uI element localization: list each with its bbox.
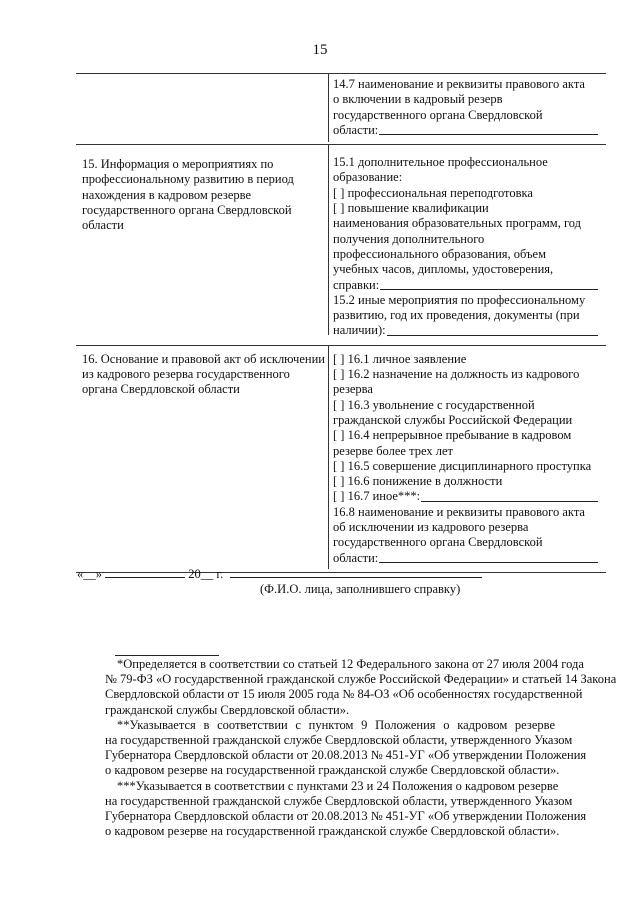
label-line: 15. Информация о мероприятиях по bbox=[82, 157, 274, 172]
page-number: 15 bbox=[312, 42, 328, 58]
footnote bbox=[105, 717, 587, 779]
fill-label: наличии): bbox=[333, 323, 386, 338]
footnote-line: *Определяется в соответствии со статьей 12 Федерального закона от 27 июля 2004 года bbox=[117, 657, 584, 671]
signature-caption: (Ф.И.О. лица, заполнившего справку) bbox=[260, 582, 461, 596]
fill-in-line bbox=[333, 123, 600, 138]
label-line: из кадрового резерва государственного bbox=[82, 367, 290, 382]
row-label-cell bbox=[76, 74, 329, 142]
footnotes bbox=[105, 657, 617, 839]
form-table bbox=[76, 73, 606, 573]
footnote-line: о кадровом резерве на государственной гражданской службе Свердловской области». bbox=[105, 763, 560, 778]
footnote-line: о кадровом резерве на государственной гражданской службе Свердловской области». bbox=[105, 824, 560, 839]
value-line: образование: bbox=[333, 170, 403, 185]
fill-in-line bbox=[333, 489, 600, 504]
value-line: [ ] 16.6 понижение в должности bbox=[333, 474, 503, 489]
footnote bbox=[105, 778, 587, 840]
footnote-line: на государственной гражданской службе Свердловской области, утвержденного Указом bbox=[105, 733, 573, 748]
label-line: нахождения в кадровом резерве bbox=[82, 187, 251, 202]
signature-line bbox=[77, 567, 482, 582]
blank-field[interactable] bbox=[421, 489, 598, 501]
fill-in-line bbox=[333, 323, 600, 338]
footnote-line: на государственной гражданской службе Свердловской области, утвержденного Указом bbox=[105, 793, 573, 808]
label-line: области bbox=[82, 218, 124, 233]
value-line: развитию, год их проведения, документы (при bbox=[333, 308, 580, 323]
footnote-line: гражданской службы Свердловской области». bbox=[105, 702, 350, 717]
month-blank bbox=[105, 567, 185, 578]
label-line: государственного органа Свердловской bbox=[82, 203, 292, 218]
fill-in-line bbox=[333, 278, 600, 293]
row-label-cell bbox=[76, 346, 329, 569]
value-line: об исключении из кадрового резерва bbox=[333, 520, 529, 535]
value-line: [ ] 16.5 совершение дисциплинарного проступка bbox=[333, 458, 592, 473]
footnote-line: Губернатора Свердловской области от 20.08.2013 № 451-УГ «Об утверждении Положения bbox=[105, 809, 587, 824]
footnote-divider bbox=[115, 655, 219, 656]
label-line: профессиональному развитию в период bbox=[82, 172, 294, 187]
row-value-cell bbox=[329, 145, 606, 345]
footnote-line: № 79-ФЗ «О государственной гражданской службе Российской Федерации» и статьей 14 Закона bbox=[105, 672, 617, 687]
row-value-cell bbox=[329, 346, 606, 572]
blank-field[interactable] bbox=[379, 551, 598, 563]
value-line: [ ] 16.4 непрерывное пребывание в кадровом bbox=[333, 428, 572, 443]
value-line: [ ] 16.2 назначение на должность из кадрового bbox=[333, 367, 580, 382]
day-field: «__» bbox=[77, 567, 102, 581]
name-blank bbox=[230, 567, 482, 578]
value-line: [ ] 16.3 увольнение с государственной bbox=[333, 397, 535, 412]
table-row bbox=[76, 346, 606, 573]
value-line: 15.1 дополнительное профессиональное bbox=[333, 155, 548, 170]
value-line: резерва bbox=[333, 382, 373, 397]
footnote-line: ***Указывается в соответствии с пунктами 23 и 24 Положения о кадровом резерве bbox=[117, 778, 559, 793]
value-line: профессионального образования, объем bbox=[333, 246, 547, 261]
label-line: органа Свердловской области bbox=[82, 382, 240, 397]
value-line: о включении в кадровый резерв bbox=[333, 92, 503, 107]
blank-field[interactable] bbox=[387, 323, 598, 335]
footnote-line: Губернатора Свердловской области от 20.08.2013 № 451-УГ «Об утверждении Положения bbox=[105, 748, 587, 763]
row-label-cell bbox=[76, 145, 329, 335]
value-line: [ ] 16.1 личное заявление bbox=[333, 351, 467, 366]
value-line: 14.7 наименование и реквизиты правового акта bbox=[333, 77, 585, 91]
fill-label: справки: bbox=[333, 277, 380, 292]
value-line: 15.2 иные мероприятия по профессиональному bbox=[333, 292, 586, 307]
value-line: учебных часов, дипломы, удостоверения, bbox=[333, 262, 554, 277]
value-line: гражданской службы Российской Федерации bbox=[333, 412, 573, 427]
blank-field[interactable] bbox=[379, 123, 598, 135]
value-line: наименования образовательных программ, год bbox=[333, 216, 582, 231]
table-row bbox=[76, 74, 606, 145]
fill-label: [ ] 16.7 иное***: bbox=[333, 489, 421, 504]
value-line: 16.8 наименование и реквизиты правового акта bbox=[333, 504, 585, 519]
fill-label: области: bbox=[333, 550, 379, 565]
value-line: резерве более трех лет bbox=[333, 443, 453, 458]
fill-in-line bbox=[333, 551, 600, 566]
value-line: [ ] повышение квалификации bbox=[333, 201, 489, 216]
blank-field[interactable] bbox=[380, 278, 598, 290]
year-field: 20__ г. bbox=[188, 567, 224, 581]
value-line: государственного органа Свердловской bbox=[333, 107, 543, 122]
label-line: 16. Основание и правовой акт об исключении bbox=[82, 351, 325, 366]
fill-label: области: bbox=[333, 122, 379, 137]
footnote bbox=[105, 657, 617, 718]
value-line: государственного органа Свердловской bbox=[333, 535, 543, 550]
value-line: получения дополнительного bbox=[333, 231, 485, 246]
row-value-cell bbox=[329, 74, 606, 144]
value-line: [ ] профессиональная переподготовка bbox=[333, 185, 533, 200]
footnote-line: **Указывается в соответствии с пунктом 9 Положения о кадровом резерве bbox=[117, 717, 555, 732]
footnote-line: Свердловской области от 15 июля 2005 года № 84-ОЗ «Об особенностях государственной bbox=[105, 687, 583, 702]
table-row bbox=[76, 145, 606, 346]
